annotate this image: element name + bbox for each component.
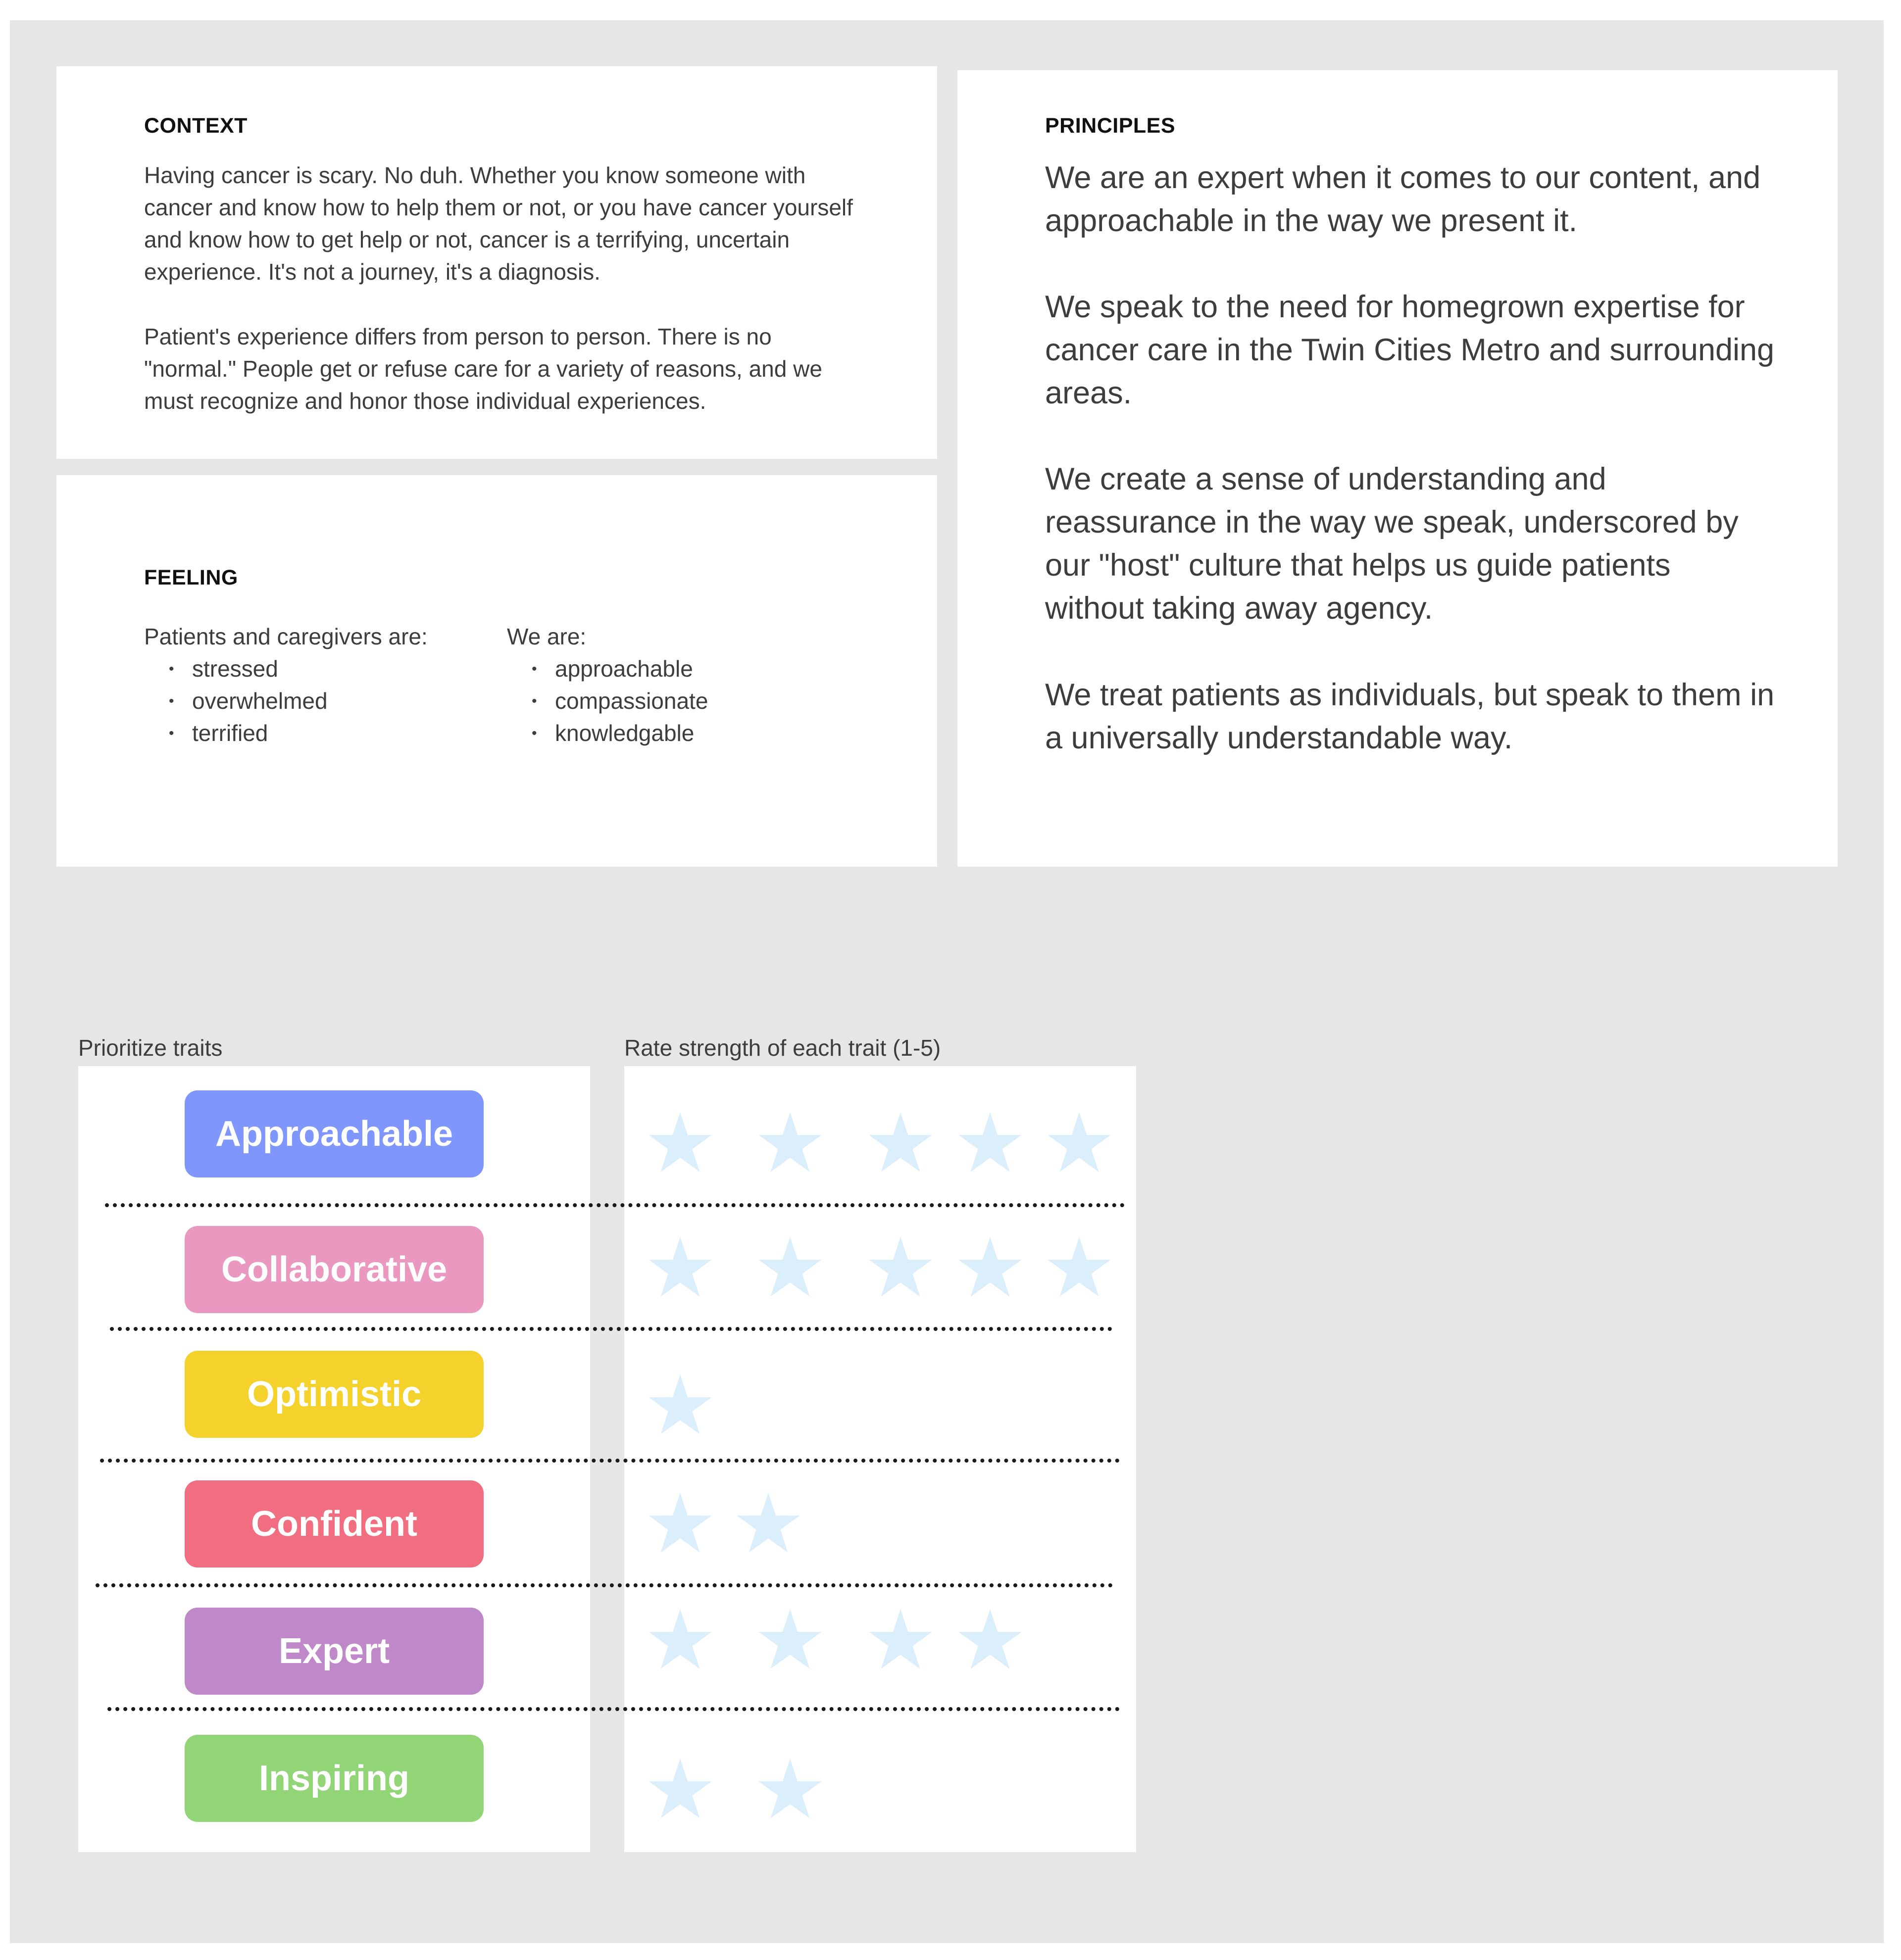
trait-pill[interactable] bbox=[185, 1226, 484, 1313]
trait-pill[interactable] bbox=[185, 1351, 484, 1438]
we-feelings-label: We are: bbox=[507, 624, 587, 649]
star-icon[interactable]: ★ bbox=[643, 1221, 717, 1316]
we-feelings-list bbox=[507, 653, 853, 749]
row-separator bbox=[105, 1203, 1125, 1207]
rating-stars[interactable] bbox=[643, 1742, 1118, 1838]
list-item: • overwhelmed bbox=[144, 685, 491, 717]
list-item: • stressed bbox=[144, 653, 491, 685]
trait-pill[interactable] bbox=[185, 1480, 484, 1568]
trait-label: Approachable bbox=[215, 1114, 453, 1154]
star-icon[interactable]: ★ bbox=[953, 1593, 1027, 1688]
principle-2: We speak to the need for homegrown expertise for cancer care in the Twin Cities Metro and surrounding areas. bbox=[1045, 290, 1775, 410]
star-icon[interactable]: ★ bbox=[953, 1096, 1027, 1191]
star-icon[interactable]: ★ bbox=[1042, 1096, 1116, 1191]
star-icon[interactable]: ★ bbox=[863, 1593, 938, 1688]
trait-pill[interactable] bbox=[185, 1608, 484, 1695]
star-icon[interactable]: ★ bbox=[1042, 1221, 1116, 1316]
prioritize-traits-label: Prioritize traits bbox=[78, 1035, 223, 1061]
list-item: • terrified bbox=[144, 717, 491, 749]
principle-3: We create a sense of understanding and reassurance in the way we speak, underscored by our "host" culture that helps us guide patients without taking away agency. bbox=[1045, 462, 1739, 626]
trait-label: Inspiring bbox=[259, 1759, 409, 1798]
trait-pill[interactable] bbox=[185, 1090, 484, 1177]
patients-feelings-list bbox=[144, 653, 491, 749]
star-icon[interactable]: ★ bbox=[643, 1096, 717, 1191]
list-item: • compassionate bbox=[507, 685, 853, 717]
star-icon[interactable]: ★ bbox=[643, 1358, 717, 1454]
row-separator bbox=[110, 1327, 1112, 1331]
row-separator bbox=[96, 1583, 1113, 1587]
list-item: • knowledgable bbox=[507, 717, 853, 749]
patients-feelings bbox=[144, 621, 491, 749]
star-icon[interactable]: ★ bbox=[753, 1742, 827, 1838]
star-icon[interactable]: ★ bbox=[753, 1096, 827, 1191]
context-heading: CONTEXT bbox=[144, 114, 248, 138]
row-separator bbox=[100, 1459, 1120, 1463]
star-icon[interactable]: ★ bbox=[753, 1221, 827, 1316]
list-item: • approachable bbox=[507, 653, 853, 685]
star-icon[interactable]: ★ bbox=[643, 1593, 717, 1688]
row-separator bbox=[107, 1707, 1120, 1711]
context-paragraph-2: Patient's experience differs from person to person. There is no "normal." People get or refuse care for a variety of reasons, and we must recognize and honor those individual experiences. bbox=[144, 324, 822, 414]
trait-label: Collaborative bbox=[221, 1250, 448, 1289]
star-icon[interactable]: ★ bbox=[863, 1096, 938, 1191]
feeling-heading: FEELING bbox=[144, 566, 238, 589]
principle-1: We are an expert when it comes to our content, and approachable in the way we present it. bbox=[1045, 160, 1761, 238]
trait-label: Confident bbox=[251, 1504, 417, 1544]
trait-label: Optimistic bbox=[247, 1374, 422, 1414]
star-icon[interactable]: ★ bbox=[643, 1742, 717, 1838]
star-icon[interactable]: ★ bbox=[863, 1221, 938, 1316]
we-feelings bbox=[507, 621, 853, 749]
trait-pill[interactable] bbox=[185, 1735, 484, 1822]
rate-strength-label: Rate strength of each trait (1-5) bbox=[624, 1035, 941, 1061]
rating-stars[interactable] bbox=[643, 1593, 1118, 1688]
rating-stars[interactable] bbox=[643, 1476, 1118, 1572]
principles-heading: PRINCIPLES bbox=[1045, 114, 1176, 138]
rating-stars[interactable] bbox=[643, 1096, 1118, 1191]
context-paragraph-1: Having cancer is scary. No duh. Whether you know someone with cancer and know how to help them or not, or you have cancer yourself and know how to get help or not, cancer is a terrifying, uncertain experience. It's not a journey, it's a diagnosis. bbox=[144, 162, 853, 285]
principle-4: We treat patients as individuals, but speak to them in a universally understandable way. bbox=[1045, 678, 1775, 755]
patients-feelings-label: Patients and caregivers are: bbox=[144, 624, 428, 649]
star-icon[interactable]: ★ bbox=[953, 1221, 1027, 1316]
star-icon[interactable]: ★ bbox=[753, 1593, 827, 1688]
trait-label: Expert bbox=[278, 1631, 390, 1671]
star-icon[interactable]: ★ bbox=[731, 1476, 805, 1572]
rating-stars[interactable] bbox=[643, 1358, 1118, 1454]
star-icon[interactable]: ★ bbox=[643, 1476, 717, 1572]
rating-stars[interactable] bbox=[643, 1221, 1118, 1316]
